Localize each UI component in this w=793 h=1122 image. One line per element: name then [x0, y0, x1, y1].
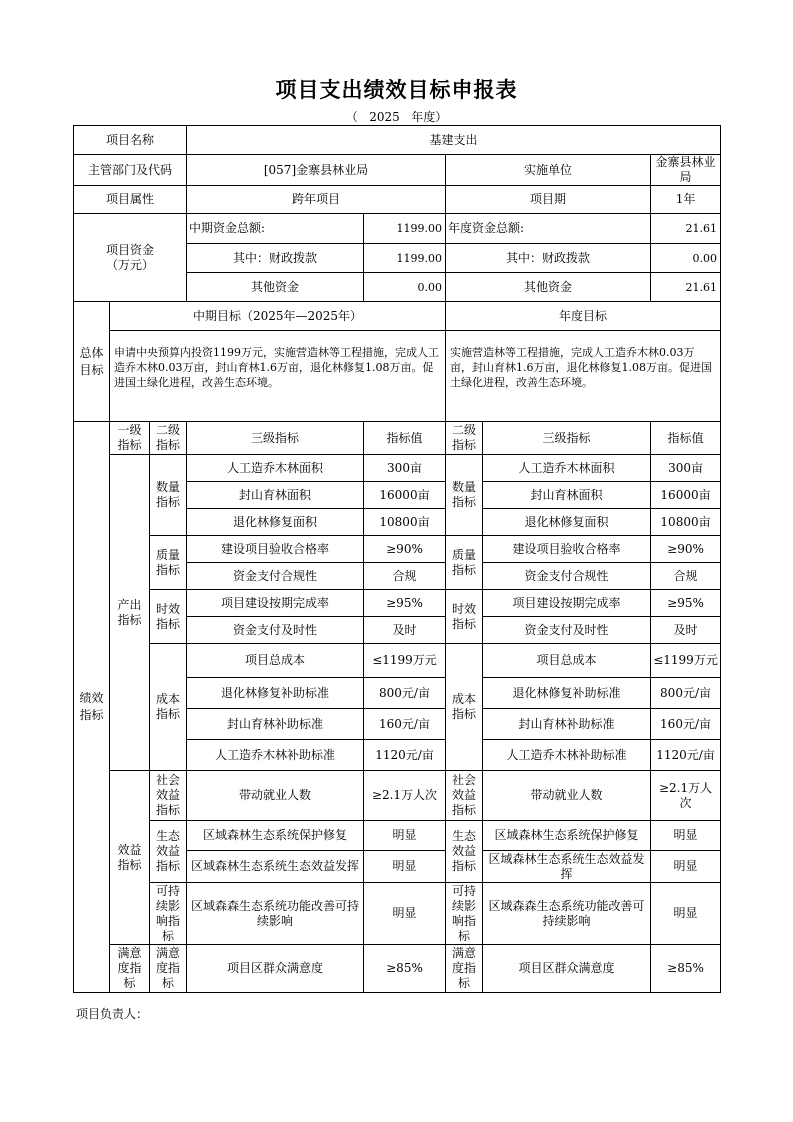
indicator-name: 资金支付及时性	[187, 617, 364, 644]
annual-indicator-name: 资金支付合规性	[483, 563, 651, 590]
annual-goal-text: 实施营造林等工程措施，完成人工造乔木林0.03万亩，封山育林1.6万亩，退化林修复1.08万亩。促进国土绿化进程，改善生态环境。	[446, 331, 721, 422]
indicator-value: 10800亩	[364, 509, 446, 536]
responsible-person-label: 项目负责人：	[76, 1007, 149, 1021]
indicator-row	[74, 945, 721, 993]
indicator-value: ≥2.1万人次	[364, 771, 446, 821]
annual-eco-label: 生态效益指标	[446, 821, 483, 883]
row-goal-headers	[74, 302, 721, 331]
perf-label: 绩效指标	[74, 422, 110, 993]
row-fund-total	[74, 214, 721, 244]
mid-goal-header: 中期目标（2025年—2025年）	[110, 302, 446, 331]
annual-goal-header: 年度目标	[446, 302, 721, 331]
annual-fiscal-label: 其中：财政拨款	[446, 244, 651, 273]
attr-label: 项目属性	[74, 186, 187, 214]
indicator-name: 区域森森生态系统功能改善可持续影响	[187, 883, 364, 945]
period-label: 项目期	[446, 186, 651, 214]
indicator-name: 项目建设按期完成率	[187, 590, 364, 617]
annual-indicator-value: 10800亩	[651, 509, 721, 536]
annual-total-label: 年度资金总额:	[446, 214, 651, 244]
annual-lvl3-header: 三级指标	[483, 422, 651, 455]
indicator-row	[74, 771, 721, 821]
annual-indicator-value: 合规	[651, 563, 721, 590]
attr-value: 跨年项目	[187, 186, 446, 214]
annual-fiscal-value: 0.00	[651, 244, 721, 273]
year-line	[0, 108, 793, 125]
annual-indicator-name: 人工造乔木林面积	[483, 455, 651, 482]
year-open: （	[345, 110, 358, 124]
row-goal-text	[74, 331, 721, 422]
annual-value-header: 指标值	[651, 422, 721, 455]
indicator-value: 明显	[364, 883, 446, 945]
indicator-name: 退化林修复补助标准	[187, 678, 364, 709]
year-value: 2025	[369, 110, 400, 124]
dept-code-label: 主管部门及代码	[74, 155, 187, 186]
indicator-row	[74, 821, 721, 851]
annual-other-label: 其他资金	[446, 273, 651, 302]
social-label: 社会效益指标	[150, 771, 187, 821]
page-title: 项目支出绩效目标申报表	[275, 77, 518, 102]
mid-fiscal-label: 其中：财政拨款	[187, 244, 364, 273]
annual-indicator-value: 16000亩	[651, 482, 721, 509]
satisfaction-lvl2-label: 满意度指标	[150, 945, 187, 993]
indicator-name: 封山育林补助标准	[187, 709, 364, 740]
indicator-value: ≥95%	[364, 590, 446, 617]
annual-cost-label: 成本指标	[446, 644, 483, 771]
project-name-value: 基建支出	[187, 126, 721, 155]
indicator-name: 人工造乔木林面积	[187, 455, 364, 482]
annual-indicator-name: 资金支付及时性	[483, 617, 651, 644]
impl-unit-label: 实施单位	[446, 155, 651, 186]
quality-label: 质量指标	[150, 536, 187, 590]
mid-goal-text: 申请中央预算内投资1199万元，实施营造林等工程措施，完成人工造乔木林0.03万亩，封山育林1.6万亩，退化林修复1.08万亩。促进国土绿化进程，改善生态环境。	[110, 331, 446, 422]
annual-indicator-name: 人工造乔木林补助标准	[483, 740, 651, 771]
mid-other-value: 0.00	[364, 273, 446, 302]
fund-unit-text: （万元）	[105, 257, 154, 272]
indicator-name: 项目总成本	[187, 644, 364, 678]
annual-indicator-value: ≥95%	[651, 590, 721, 617]
satisfaction-lvl1-label: 满意度指标	[110, 945, 150, 993]
indicator-row	[74, 644, 721, 678]
dept-code-value: [057]金寨县林业局	[187, 155, 446, 186]
value-header: 指标值	[364, 422, 446, 455]
annual-indicator-name: 区域森林生态系统保护修复	[483, 821, 651, 851]
mid-fiscal-value: 1199.00	[364, 244, 446, 273]
row-indicator-header	[74, 422, 721, 455]
annual-social-label: 社会效益指标	[446, 771, 483, 821]
output-label: 产出指标	[110, 455, 150, 771]
indicator-name: 区域森林生态系统保护修复	[187, 821, 364, 851]
annual-indicator-name: 项目总成本	[483, 644, 651, 678]
annual-indicator-value: 300亩	[651, 455, 721, 482]
impl-unit-value: 金寨县林业局	[651, 155, 721, 186]
annual-sustain-label: 可持续影响指标	[446, 883, 483, 945]
annual-indicator-value: 800元/亩	[651, 678, 721, 709]
annual-indicator-name: 建设项目验收合格率	[483, 536, 651, 563]
row-attr	[74, 186, 721, 214]
annual-indicator-value: ≥90%	[651, 536, 721, 563]
annual-timeliness-label: 时效指标	[446, 590, 483, 644]
indicator-name: 人工造乔木林补助标准	[187, 740, 364, 771]
indicator-value: 16000亩	[364, 482, 446, 509]
mid-total-label: 中期资金总额:	[187, 214, 364, 244]
annual-indicator-name: 项目区群众满意度	[483, 945, 651, 993]
indicator-value: 1120元/亩	[364, 740, 446, 771]
row-dept	[74, 155, 721, 186]
annual-indicator-value: 明显	[651, 821, 721, 851]
annual-indicator-value: ≥2.1万人次	[651, 771, 721, 821]
indicator-value: 300亩	[364, 455, 446, 482]
benefit-label: 效益指标	[110, 771, 150, 945]
indicator-row	[74, 883, 721, 945]
annual-indicator-name: 带动就业人数	[483, 771, 651, 821]
indicator-value: 明显	[364, 851, 446, 883]
indicator-name: 封山育林面积	[187, 482, 364, 509]
period-value: 1年	[651, 186, 721, 214]
eco-label: 生态效益指标	[150, 821, 187, 883]
indicator-name: 建设项目验收合格率	[187, 536, 364, 563]
annual-indicator-name: 退化林修复补助标准	[483, 678, 651, 709]
indicator-value: 800元/亩	[364, 678, 446, 709]
annual-indicator-name: 项目建设按期完成率	[483, 590, 651, 617]
indicator-row	[74, 536, 721, 563]
indicator-value: 明显	[364, 821, 446, 851]
quantity-label: 数量指标	[150, 455, 187, 536]
annual-indicator-value: ≥85%	[651, 945, 721, 993]
annual-quality-label: 质量指标	[446, 536, 483, 590]
indicator-value: 160元/亩	[364, 709, 446, 740]
annual-indicator-name: 区域森林生态系统生态效益发挥	[483, 851, 651, 883]
annual-lvl2-header: 二级指标	[446, 422, 483, 455]
cost-label: 成本指标	[150, 644, 187, 771]
indicator-name: 资金支付合规性	[187, 563, 364, 590]
indicator-name: 带动就业人数	[187, 771, 364, 821]
project-name-label: 项目名称	[74, 126, 187, 155]
lvl3-header: 三级指标	[187, 422, 364, 455]
mid-total-value: 1199.00	[364, 214, 446, 244]
performance-table	[73, 125, 721, 993]
annual-indicator-value: 明显	[651, 851, 721, 883]
year-unit: 年度）	[411, 110, 448, 124]
indicator-row	[74, 590, 721, 617]
indicator-name: 退化林修复面积	[187, 509, 364, 536]
annual-indicator-value: 160元/亩	[651, 709, 721, 740]
annual-quantity-label: 数量指标	[446, 455, 483, 536]
indicator-name: 区域森林生态系统生态效益发挥	[187, 851, 364, 883]
annual-other-value: 21.61	[651, 273, 721, 302]
timeliness-label: 时效指标	[150, 590, 187, 644]
lvl1-header: 一级指标	[110, 422, 150, 455]
annual-total-value: 21.61	[651, 214, 721, 244]
fund-label-text: 项目资金	[105, 242, 154, 257]
annual-indicator-value: 及时	[651, 617, 721, 644]
annual-indicator-name: 区域森森生态系统功能改善可持续影响	[483, 883, 651, 945]
annual-indicator-value: 明显	[651, 883, 721, 945]
annual-indicator-name: 封山育林补助标准	[483, 709, 651, 740]
annual-indicator-value: 1120元/亩	[651, 740, 721, 771]
indicator-value: ≤1199万元	[364, 644, 446, 678]
fund-label	[74, 214, 187, 302]
annual-indicator-name: 退化林修复面积	[483, 509, 651, 536]
overall-goal-label: 总体目标	[74, 302, 110, 422]
mid-other-label: 其他资金	[187, 273, 364, 302]
row-project-name	[74, 126, 721, 155]
indicator-row	[74, 455, 721, 482]
lvl2-header: 二级指标	[150, 422, 187, 455]
sustain-label: 可持续影响指标	[150, 883, 187, 945]
indicator-value: 及时	[364, 617, 446, 644]
annual-satisfaction-label: 满意度指标	[446, 945, 483, 993]
indicator-name: 项目区群众满意度	[187, 945, 364, 993]
indicator-value: ≥90%	[364, 536, 446, 563]
annual-indicator-name: 封山育林面积	[483, 482, 651, 509]
indicator-value: 合规	[364, 563, 446, 590]
annual-indicator-value: ≤1199万元	[651, 644, 721, 678]
indicator-value: ≥85%	[364, 945, 446, 993]
